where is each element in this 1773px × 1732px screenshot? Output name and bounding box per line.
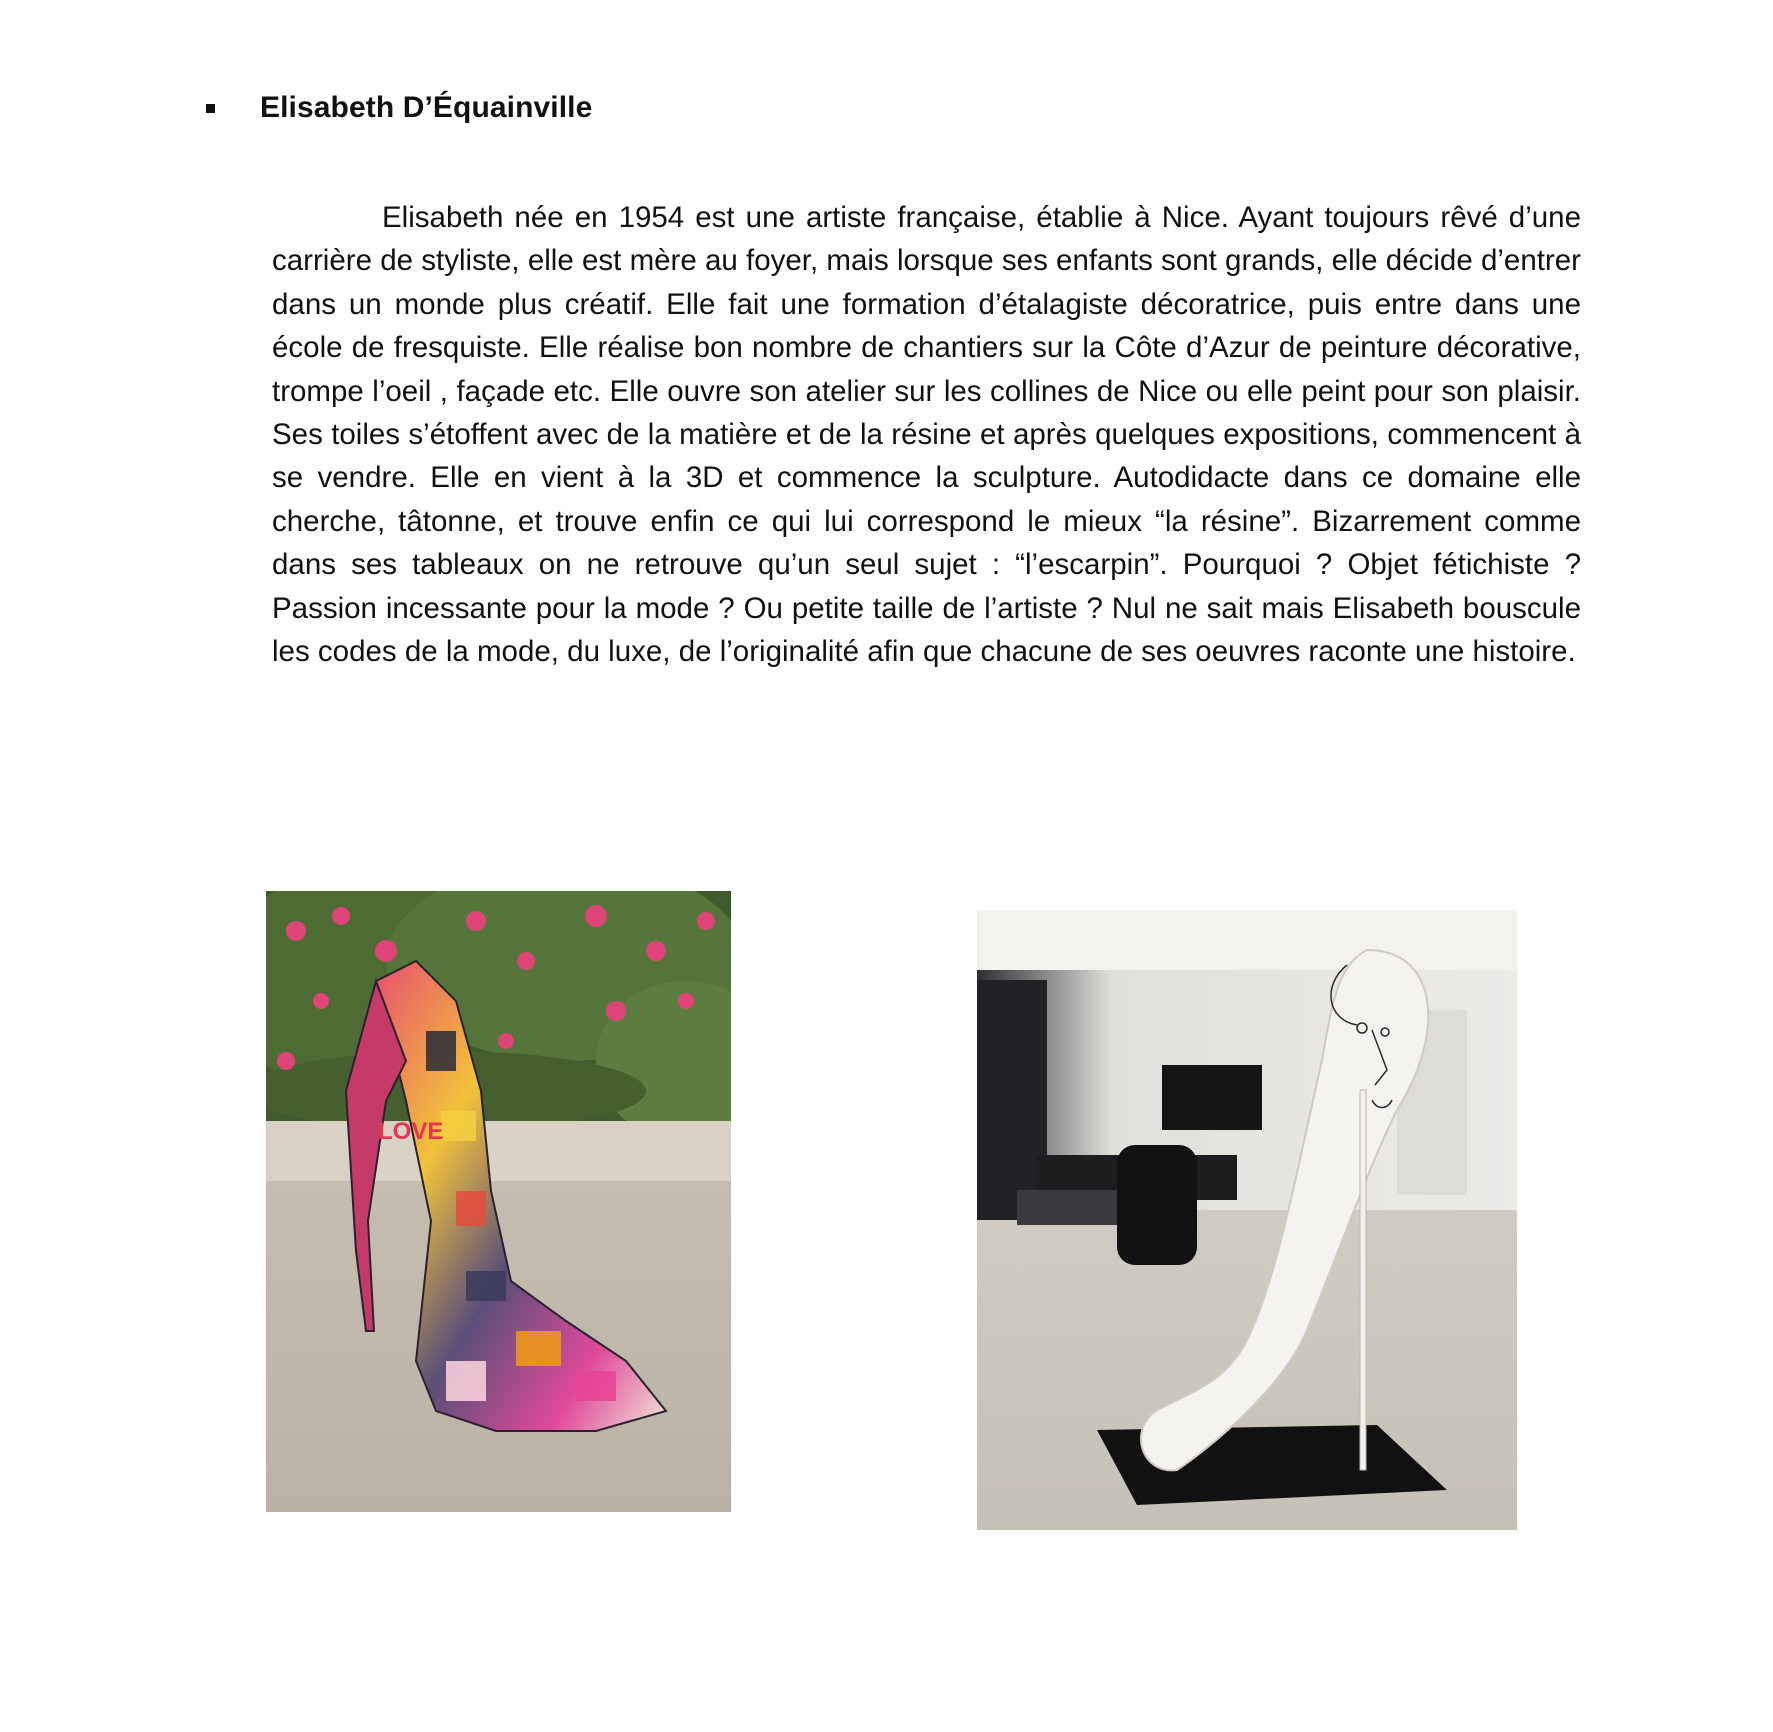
- white-stiletto-sculpture-photo: [977, 910, 1517, 1530]
- bullet-icon: [206, 104, 215, 113]
- love-label: LOVE: [378, 1118, 444, 1145]
- biography-paragraph: Elisabeth née en 1954 est une artiste française, établie à Nice. Ayant toujours rêvé d’une carrière de styliste, elle est mère au foyer, mais lorsque ses enfants sont grands, elle décide d’entrer dans un monde plus créatif. Elle fait une formation d’étalagiste décoratrice, puis entre dans une école de fresquiste. Elle réalise bon nombre de chantiers sur la Côte d’Azur de peinture décorative, trompe l’oeil , façade etc. Elle ouvre son atelier sur les collines de Nice ou elle peint pour son plaisir. Ses toiles s’étoffent avec de la matière et de la résine et après quelques expositions, commencent à se vendre. Elle en vient à la 3D et commence la sculpture. Autodidacte dans ce domaine elle cherche, tâtonne, et trouve enfin ce qui lui correspond le mieux “la résine”. Bizarrement comme dans ses tableaux on ne retrouve qu’un seul sujet : “l’escarpin”. Pourquoi ? Objet fétichiste ? Passion incessante pour la mode ? Ou petite taille de l’artiste ? Nul ne sait mais Elisabeth bouscule les codes de la mode, du luxe, de l’originalité afin que chacune de ses oeuvres raconte une histoire.: [272, 201, 1581, 669]
- collage-stiletto-photo: [266, 891, 731, 1512]
- section-heading-row: [206, 88, 592, 128]
- section-title: Elisabeth D’Équainville: [260, 91, 593, 124]
